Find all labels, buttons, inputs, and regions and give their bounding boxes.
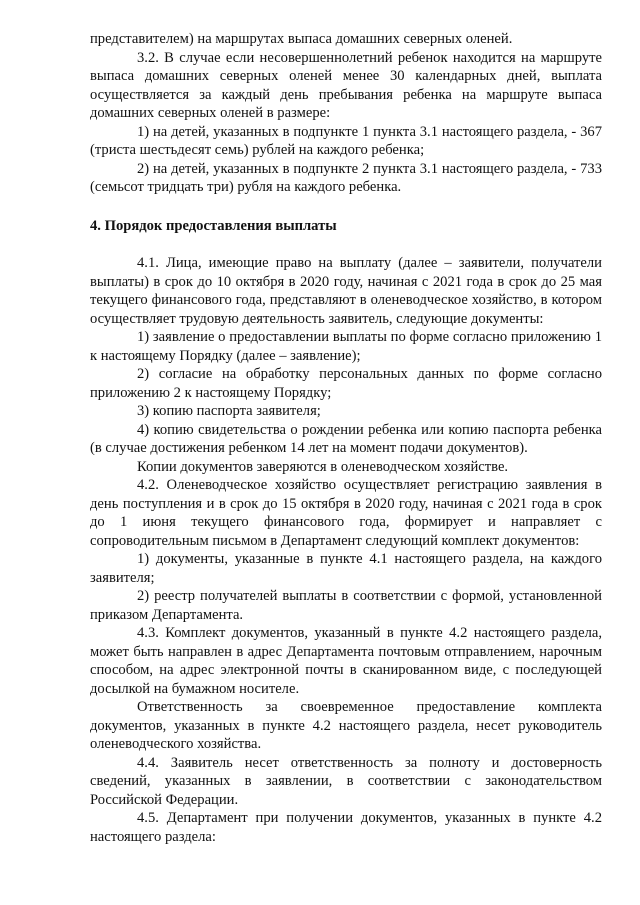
- list-item: 3) копию паспорта заявителя;: [137, 403, 321, 419]
- list-item: 2) согласие на обработку персональных данных по форме согласно приложению 2 к настоящему Порядку;: [90, 366, 602, 401]
- paragraph: 4.2. Оленеводческое хозяйство осуществляет регистрацию заявления в день поступления и в срок до 15 октября в 2020 году, начиная с 2021 года в срок до 1 июня текущего финансового года, формирует и направляет с сопроводительным письмом в Департамент следующий комплект документов:: [90, 477, 602, 549]
- list-item: 2) реестр получателей выплаты в соответствии с формой, установленной приказом Департамента.: [90, 588, 602, 623]
- paragraph: 4.3. Комплект документов, указанный в пункте 4.2 настоящего раздела, может быть направлен в адрес Департамента почтовым отправлением, нарочным способом, на адрес электронной почты в сканированном виде, с последующей досылкой на бумажном носителе.: [90, 625, 602, 697]
- list-item: 2) на детей, указанных в подпункте 2 пункта 3.1 настоящего раздела, - 733 (семьсот тридцать три) рубля на каждого ребенка.: [90, 160, 602, 195]
- paragraph: Ответственность за своевременное предоставление комплекта документов, указанных в пункте 4.2 настоящего раздела, несет руководитель оленеводческого хозяйства.: [90, 699, 602, 752]
- paragraph: 3.2. В случае если несовершеннолетний ребенок находится на маршруте выпаса домашних северных оленей менее 30 календарных дней, выплата осуществляется за каждый день пребывания ребенка на маршруте выпаса домашних северных оленей в размере:: [90, 49, 602, 121]
- paragraph: 4.4. Заявитель несет ответственность за полноту и достоверность сведений, указанных в заявлении, в соответствии с законодательством Российской Федерации.: [90, 754, 602, 808]
- paragraph: Копии документов заверяются в оленеводческом хозяйстве.: [137, 458, 509, 475]
- list-item: 4) копию свидетельства о рождении ребенка или копию паспорта ребенка (в случае достижения ребенком 14 лет на момент подачи документов).: [90, 421, 602, 456]
- paragraph: 4.1. Лица, имеющие право на выплату (далее – заявители, получатели выплаты) в срок до 10 октября в 2020 году, начиная с 2021 года в срок до 25 мая текущего финансового года, представляют в оленеводческое хозяйство, в котором осуществляет трудовую деятельность заявитель, следующие документы:: [90, 255, 602, 327]
- list-item: 1) заявление о предоставлении выплаты по форме согласно приложению 1 к настоящему Порядку (далее – заявление);: [90, 329, 602, 364]
- paragraph: 4.5. Департамент при получении документов, указанных в пункте 4.2 настоящего раздела:: [90, 810, 602, 845]
- list-item: 1) на детей, указанных в подпункте 1 пункта 3.1 настоящего раздела, - 367 (триста шестьдесят семь) рублей на каждого ребенка;: [90, 123, 602, 158]
- section-heading: 4. Порядок предоставления выплаты: [90, 217, 337, 234]
- paragraph: представителем) на маршрутах выпаса домашних северных оленей.: [90, 31, 513, 47]
- list-item: 1) документы, указанные в пункте 4.1 настоящего раздела, на каждого заявителя;: [90, 551, 602, 586]
